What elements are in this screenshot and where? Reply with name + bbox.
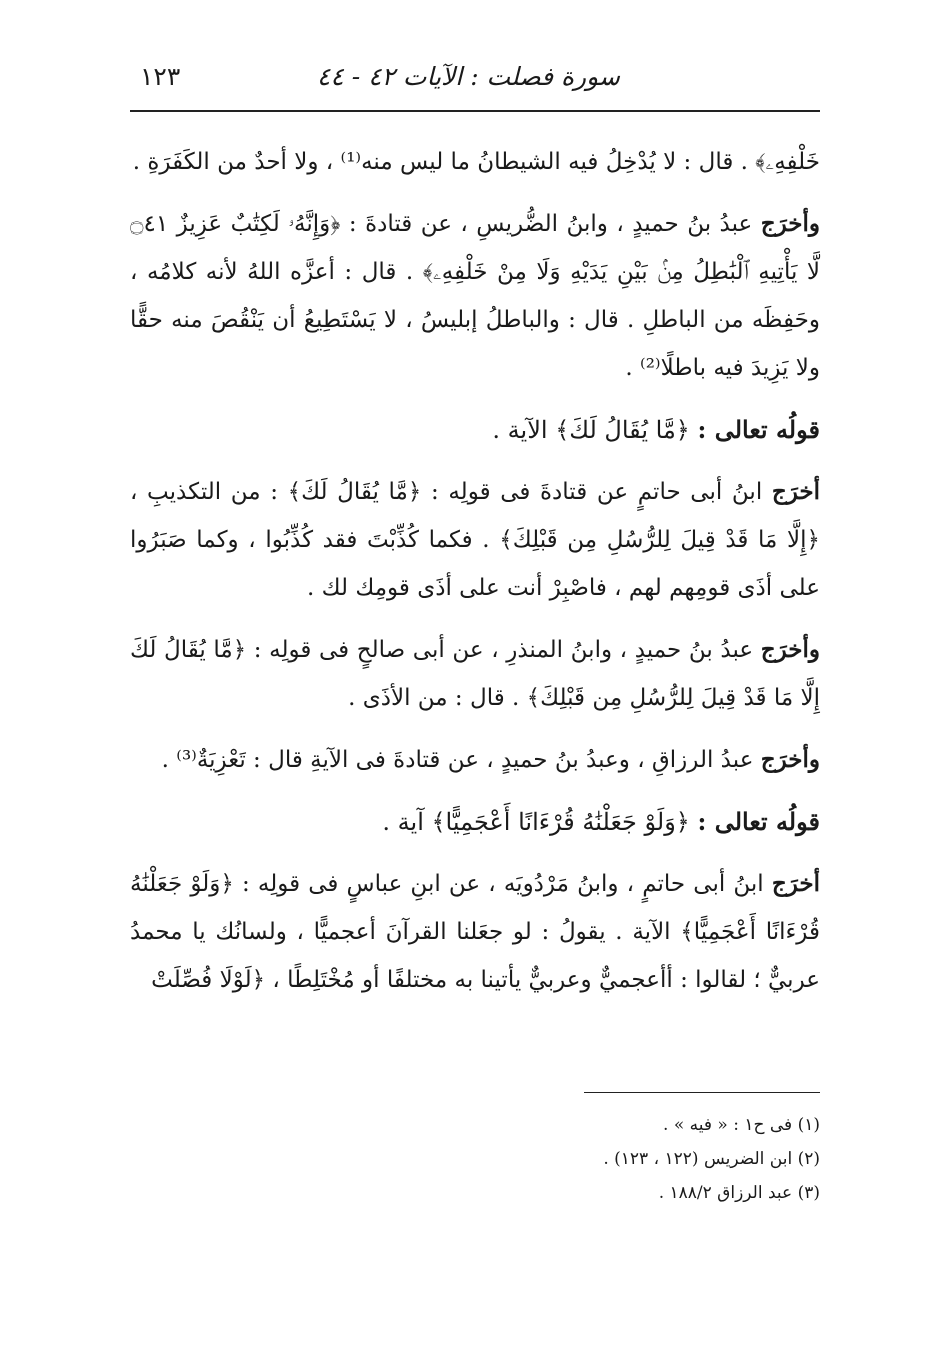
paragraph-lead: وأخرَج <box>760 746 820 773</box>
heading-lead: قولُه تعالى : <box>697 807 820 836</box>
header-rule <box>130 110 820 112</box>
paragraph <box>130 200 820 392</box>
footnote: (١) فى ح١ : « فيه » . <box>663 1115 820 1135</box>
page-number: ١٢٣ <box>140 62 181 91</box>
paragraph-lead: وأخرَج <box>760 210 820 237</box>
heading-verse: ﴿وَلَوْ جَعَلْنَٰهُ قُرْءَانًا أَعْجَمِيًّا﴾ آية . <box>382 808 698 836</box>
footnote: (٣) عبد الرزاق ١٨٨/٢ . <box>658 1183 820 1203</box>
heading-lead: قولُه تعالى : <box>697 415 820 444</box>
heading-verse: ﴿مَّا يُقَالُ لَكَ﴾ الآية . <box>492 416 698 444</box>
verse-heading <box>130 406 820 454</box>
footnotes <box>220 1108 820 1210</box>
paragraph <box>130 736 820 784</box>
paragraph-text: عبدُ الرزاقِ ، وعبدُ بنُ حميدٍ ، عن قتادةَ فى الآيةِ قال : تَعْزِيَةٌ⁽³⁾ . <box>161 747 761 773</box>
verse-heading <box>130 798 820 846</box>
footnote-rule <box>584 1092 820 1093</box>
paragraph-text: عبدُ بنُ حميدٍ ، وابنُ المنذرِ ، عن أبى صالحٍ فى قولِه : ﴿مَّا يُقَالُ لَكَ إِلَّا مَا قَدْ قِيلَ لِلرُّسُلِ مِن قَبْلِكَ﴾ . قال : من الأذَى . <box>130 637 820 711</box>
page-header <box>130 56 820 102</box>
paragraph-text: خَلْفِهِۦ﴾ . قال : لا يُدْخِلُ فيه الشيطانُ ما ليس منه⁽¹⁾ ، ولا أحدٌ من الكَفَرَةِ . <box>132 149 820 175</box>
paragraph-lead: أخرَج <box>771 478 821 505</box>
paragraph-lead: أخرَج <box>771 870 820 897</box>
paragraph <box>130 860 820 1004</box>
footnote: (٢) ابن الضريس (١٢٢ ، ١٢٣) . <box>603 1149 820 1169</box>
paragraph <box>130 468 820 612</box>
paragraph-text: عبدُ بنُ حميدٍ ، وابنُ الضُّريسِ ، عن قتادةَ : ﴿وَإِنَّهُۥ لَكِتَٰبٌ عَزِيزٌ ۝٤١ لَّا يَأْتِيهِ ٱلْبَٰطِلُ مِنۢ بَيْنِ يَدَيْهِ وَلَا مِنْ خَلْفِهِۦ﴾ . قال : أعزَّه اللهُ لأنه كلامُه ، وحَفِظَه من الباطلِ . قال : والباطلُ إبليسُ ، لا يَسْتَطِيعُ أن يَنْقُصَ منه حقًّا ولا يَزِيدَ فيه باطلًا⁽²⁾ . <box>130 211 820 381</box>
paragraph <box>130 138 820 186</box>
paragraph-lead: وأخرَج <box>760 636 820 663</box>
paragraph <box>130 626 820 722</box>
paragraph-text: ابنُ أبى حاتمٍ ، وابنُ مَرْدُويَه ، عن ابنِ عباسٍ فى قولِه : ﴿وَلَوْ جَعَلْنَٰهُ قُرْءَانًا أَعْجَمِيًّا﴾ الآية . يقولُ : لو جعَلنا القرآنَ أعجميًّا ، ولسانُك يا محمدُ عربيٌّ ؛ لقالوا : أأعجميٌّ وعربيٌّ يأتينا به مختلفًا أو مُخْتَلِطًا ، ﴿لَوْلَا فُصِّلَتْ <box>130 871 820 993</box>
running-title: سورة فصلت : الآيات ٤٢ - ٤٤ <box>316 62 620 91</box>
paragraph-text: ابنُ أبى حاتمٍ عن قتادةَ فى قولِه : ﴿مَّا يُقَالُ لَكَ﴾ : من التكذيبِ ، ﴿إِلَّا مَا قَدْ قِيلَ لِلرُّسُلِ مِن قَبْلِكَ﴾ . فكما كُذِّبْتَ فقد كُذِّبُوا ، وكما صَبَرُوا على أذَى قومِهم لهم ، فاصْبِرْ أنت على أذَى قومِك لك . <box>130 479 820 601</box>
page-body <box>130 138 820 1018</box>
